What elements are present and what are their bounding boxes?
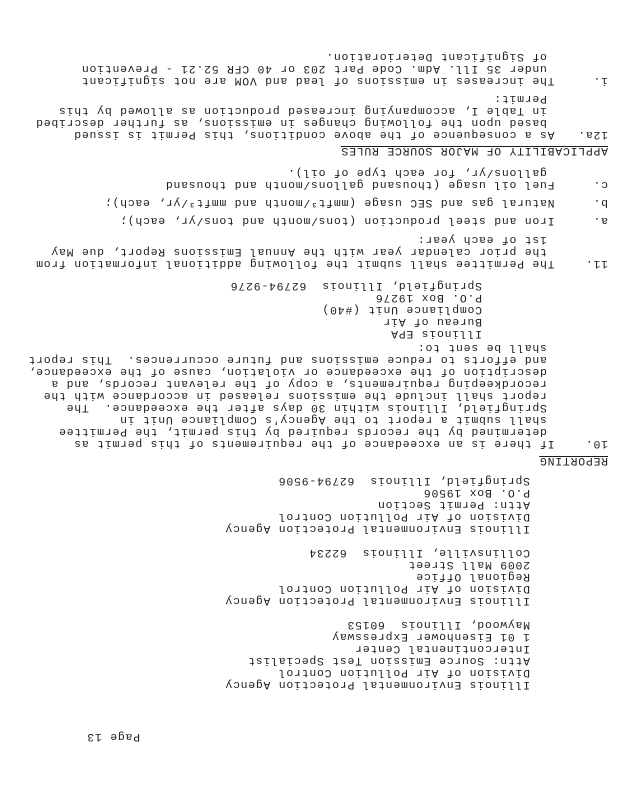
address-line: Division of Air Pollution Control [278,510,530,522]
paragraph-line: 11. The Permittee shall submit the following additional information from [35,257,608,269]
address-line: Attn: Permit Section [377,498,530,510]
address-line: Attn: Source Emission Test Specialist [247,654,530,666]
address-line: Collinsville, Illinois 62234 [308,546,530,558]
paragraph-line: in Table I, accompanying increased production as allowed by this [58,104,608,116]
address-line: Illinois Environmental Protection Agency [224,678,530,690]
paragraph-line: recordkeeping requirements, a copy of the relevant records, and a [50,377,608,389]
list-item: b. Natural gas and SEC usage (mmft³/month and mmft³/yr, each); [104,196,608,208]
paragraph-line: description of the exceedance or violation, cause of the exceedance, [27,365,608,377]
paragraph-line: Permit: [493,92,608,104]
section-heading-reporting: REPORTING [539,454,608,466]
page-number: Page 13 [86,730,140,742]
address-line: Springfield, Illinois 62794-9276 [230,279,482,291]
paragraph-line: of Significant Deterioration. [325,50,608,62]
address-line: P.O. Box 19506 [423,486,530,498]
address-line: Maywood, Illinois 60153 [346,618,530,630]
paragraph-line: shall submit a report to the Agency's Compliance Unit in [119,413,608,425]
paragraph-line: 12a. As a consequence of the above conditions, this Permit is issued [73,128,608,140]
address-line: Intercontinental Center [354,642,530,654]
address-line: P.O. Box 19276 [375,291,482,303]
list-item: c. Fuel oil usage (thousand gallons/month and thousand [165,178,608,190]
list-item: gallons/yr, for each type of oil). [287,166,608,178]
address-line: 2009 Mall Street [407,558,530,570]
list-item: a. Iron and steel production (tons/month and tons/yr, each); [119,214,608,226]
paragraph-line: i. The increases in emissions of lead and VOM are not significant [81,74,608,86]
address-line: Springfield, Illinois 62794-9506 [278,474,530,486]
paragraph-line: Springfield, Illinois within 30 days after the exceedance. The [65,401,608,413]
paragraph-line: based upon the following changes in emissions, as further described [35,116,608,128]
paragraph-line: the prior calendar year with the Annual Emissions Report, due May [50,245,608,257]
address-line: Illinois Environmental Protection Agency [224,594,530,606]
paragraph-line: 1st of each year: [417,233,608,245]
address-line: 1 01 Eisenhower Expressway [331,630,530,642]
section-heading-applicability: APPLICABILITY OF MAJOR SOURCE RULES [340,144,608,156]
address-line: Bureau of Air [382,315,482,327]
paragraph-line: determined by the records required by this permit, the Permittee [58,425,608,437]
address-line: Illinois EPA [390,327,482,339]
paragraph-line: and efforts to reduce emissions and future occurrences. This report [27,353,608,365]
address-line: Division of Air Pollution Control [278,582,530,594]
paragraph-line: report shall include the emissions released in accordance with the [42,389,608,401]
paragraph-line: under 35 Ill. Adm. Code Part 203 or 40 CFR 52.21 - Prevention [81,62,608,74]
address-line: Compliance Unit (#40) [321,303,482,315]
address-line: Illinois Environmental Protection Agency [224,522,530,534]
paragraph-line: shall be sent to: [417,341,608,353]
address-line: Division of Air Pollution Control [278,666,530,678]
paragraph-line: 10. If there is an exceedance of the requirements of this permit as [73,437,608,449]
address-line: Regional Office [415,570,530,582]
